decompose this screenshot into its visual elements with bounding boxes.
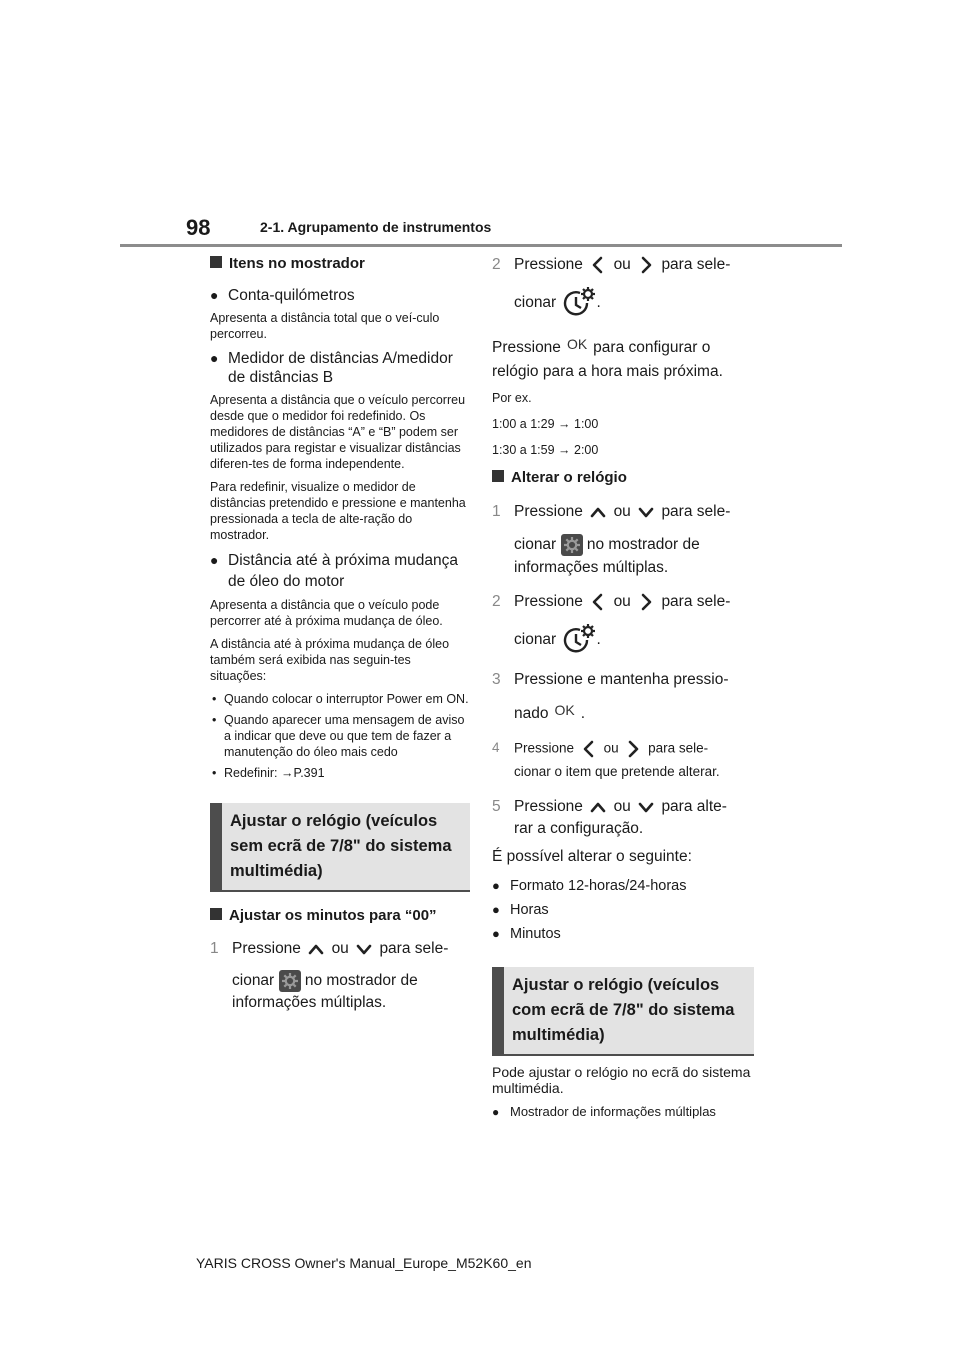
chevron-up-icon [587,501,609,523]
clock-settings-icon [561,286,597,320]
step-5-change: 5 Pressione ou para alte- rar a configuração. [492,798,727,838]
step-3-change: 3 Pressione e mantenha pressio- nado OK . [492,671,729,723]
gear-icon [279,970,301,992]
step-number: 4 [492,740,500,756]
step-number: 2 [492,593,501,611]
chevron-left-icon [587,591,609,613]
section-box-clock-without-screen: Ajustar o relógio (veículos sem ecrã de 7/8" do sistema multimédia) [210,803,470,892]
square-bullet-icon [492,470,504,482]
example-line-2: 1:30 a 1:59 → 2:00 [492,443,599,458]
section-heading-change-clock: Alterar o relógio [492,468,754,488]
clock-settings-icon [561,623,597,657]
list-item: • Quando aparecer uma mensagem de aviso a indicar que deve ou que tem de fazer a manutenção do óleo mais cedo [210,712,470,760]
section-heading-display-items: Itens no mostrador [210,254,470,274]
chapter-title: 2-1. Agrupamento de instrumentos [260,219,492,235]
oil-change-situations-list [210,691,470,781]
step-number: 1 [210,940,219,957]
item-oil-change-title: ● Distância até à próxima mudança de óleo do motor [210,550,470,592]
chevron-down-icon [353,938,375,960]
list-item: ● Horas [492,899,754,921]
chevron-down-icon [635,796,657,818]
chevron-up-icon [305,938,327,960]
step-2: 2 Pressione ou para sele- cionar . [492,254,754,320]
chevron-right-icon [622,738,644,760]
step-number: 5 [492,798,501,816]
list-item: ● Mostrador de informações múltiplas [492,1103,754,1121]
chevron-left-icon [587,254,609,276]
step-1-change: 1 Pressione ou para sele- cionar no mostrador de informações múltiplas. [492,500,754,579]
step-1: 1 Pressione ou para sele- cionar no mostrador de informações múltiplas. [210,940,449,1011]
item-oil-change-desc: Apresenta a distância que o veículo pode percorrer até à próxima mudança de óleo. [210,598,443,628]
item-tripmeter-desc: Apresenta a distância que o veículo percorreu desde que o medidor foi redefinido. Os medidores de distâncias “A” e “B” podem ser utilizados para registar e visualizar distâncias diferen-tes de forma independente. [210,393,466,471]
step-number: 3 [492,671,501,689]
chevron-right-icon [635,591,657,613]
header-rule [120,244,842,247]
example-line-1: 1:00 a 1:29 → 1:00 [492,417,599,432]
section-heading-minutes-00: Ajustar os minutos para “00” [210,906,470,926]
gear-icon [561,534,583,556]
section-box-clock-with-screen: Ajustar o relógio (veículos com ecrã de 7/8" do sistema multimédia) [492,967,754,1056]
right-column [492,254,754,1121]
list-item: • Quando colocar o interruptor Power em ON. [210,691,470,707]
list-item: ● Formato 12-horas/24-horas [492,875,754,897]
square-bullet-icon [210,256,222,268]
step-4-change: 4 Pressione ou para sele- cionar o item que pretende alterar. [492,740,720,780]
possible-changes-text: É possível alterar o seguinte: [492,848,692,866]
chevron-right-icon [635,254,657,276]
step-number: 2 [492,256,501,273]
list-item: • Redefinir: →P.391 [210,765,470,781]
ok-icon: OK [566,336,588,353]
ok-icon: OK [554,702,575,719]
step-2-change: 2 Pressione ou para sele- cionar . [492,591,754,657]
item-odometer-desc: Apresenta a distância total que o veí-culo percorreu. [210,311,440,341]
press-ok-instruction: Pressione OK para configurar o relógio para a hora mais próxima. [492,332,754,384]
square-bullet-icon [210,908,222,920]
clock-multimedia-desc: Pode ajustar o relógio no ecrã do sistema multimédia. [492,1064,751,1097]
item-tripmeter-reset-desc: Para redefinir, visualize o medidor de distâncias pretendido e pressione e mantenha pressionada a tecla de alte-ração do mostrador. [210,480,466,542]
item-odometer-title: ● Conta-quilómetros [210,286,470,305]
step-number: 1 [492,503,501,521]
list-item: ● Minutos [492,923,754,945]
example-label: Por ex. [492,391,532,406]
item-tripmeter-title: ● Medidor de distâncias A/medidor de distâncias B [210,349,470,387]
left-column [210,254,470,1019]
footer-manual-id: YARIS CROSS Owner's Manual_Europe_M52K60_en [196,1255,532,1271]
page-number: 98 [186,215,211,240]
chevron-down-icon [635,501,657,523]
chevron-left-icon [578,738,600,760]
chevron-up-icon [587,796,609,818]
item-oil-change-situations: A distância até à próxima mudança de óleo também será exibida nas seguin-tes situações: [210,637,450,683]
